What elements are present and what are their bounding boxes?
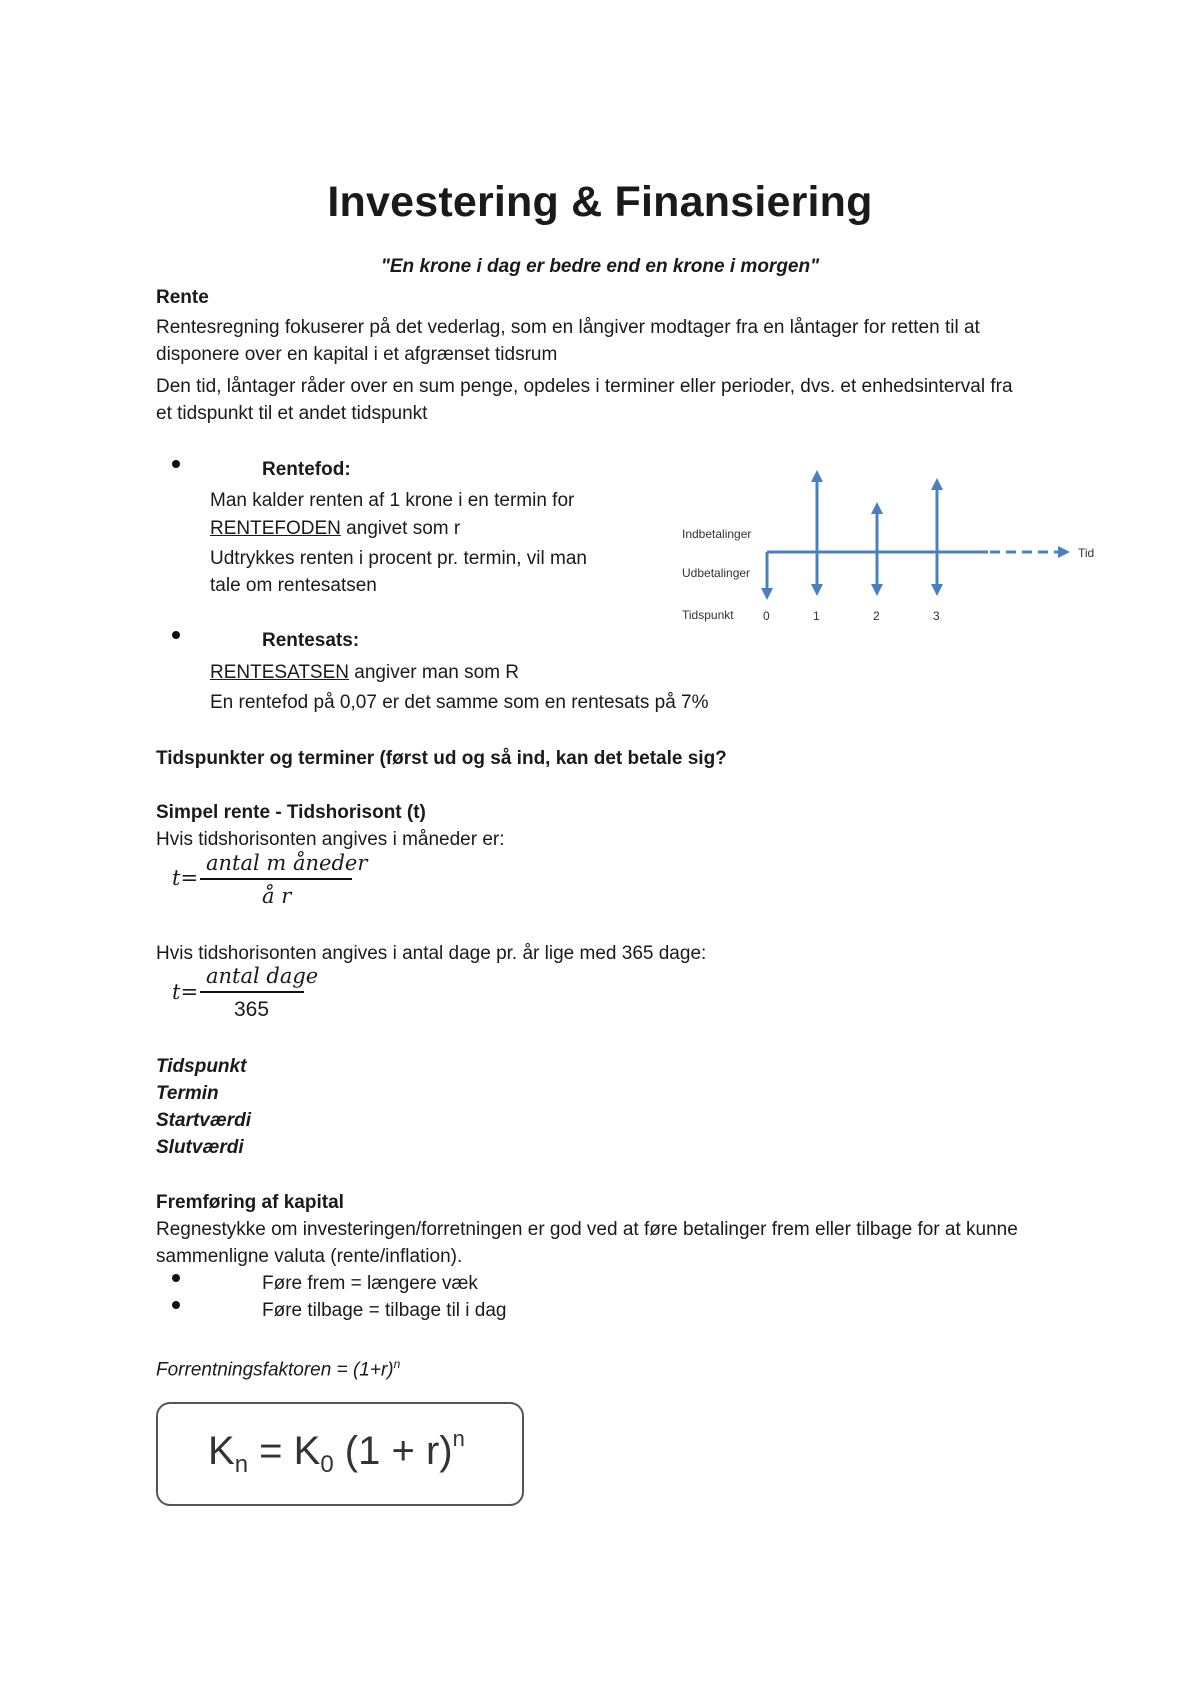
rentefod-line-4: tale om rentesatsen (210, 575, 377, 596)
arrowhead-up-1 (811, 470, 823, 482)
rentefod-heading: Rentefod: (262, 459, 351, 480)
simpel-rente-months-line: Hvis tidshorisonten angives i måneder er: (156, 829, 505, 850)
equation-2-denominator: 365 (234, 998, 270, 1021)
formula-sub-n: n (234, 1451, 249, 1478)
time-axis-arrowhead (1058, 546, 1070, 558)
rentefod-term: RENTEFODEN (210, 518, 341, 539)
tick-2: 2 (873, 609, 880, 623)
formula-sup-n: n (452, 1426, 465, 1451)
tidspunkter-heading: Tidspunkter og terminer (først ud og så ind, kan det betale sig? (156, 748, 727, 769)
rente-paragraph-1-line-2: disponere over en kapital i et afgrænset tidsrum (156, 344, 558, 365)
forrentningsfaktor (156, 1351, 400, 1383)
arrowhead-up-3 (931, 478, 943, 490)
rente-heading: Rente (156, 287, 209, 308)
label-udbetalinger: Udbetalinger (682, 566, 751, 580)
equation-1-lhs: t= (172, 866, 199, 890)
fremforing-bullet-1: Føre frem = længere væk (262, 1273, 478, 1294)
simpel-rente-heading: Simpel rente - Tidshorisont (t) (156, 802, 426, 823)
term-startvaerdi: Startværdi (156, 1110, 252, 1131)
bullet-dot (172, 1301, 180, 1309)
formula-equals-k: = K (248, 1429, 321, 1473)
equation-2-lhs: t= (172, 980, 199, 1004)
tick-0: 0 (763, 609, 770, 623)
cashflow-diagram (670, 460, 1100, 635)
fremforing-heading: Fremføring af kapital (156, 1192, 344, 1213)
rente-paragraph-1-line-1: Rentesregning fokuserer på det vederlag, som en långiver modtager fra en låntager for retten til at (156, 317, 980, 338)
bullet-dot (172, 460, 180, 468)
tick-1: 1 (813, 609, 820, 623)
fremforing-bullet-2: Føre tilbage = tilbage til i dag (262, 1300, 507, 1321)
formula-sub-0: 0 (320, 1451, 334, 1478)
arrowhead-up-2 (871, 502, 883, 514)
formula-paren: (1 + r) (333, 1429, 453, 1473)
formula-box (156, 1402, 524, 1506)
bullet-dot (172, 631, 180, 639)
page-title: Investering & Finansiering (327, 178, 873, 226)
equation-1-denominator: å r (262, 884, 292, 908)
rentefod-line-2-rest: angivet som r (340, 518, 461, 539)
term-tidspunkt: Tidspunkt (156, 1056, 247, 1077)
arrowhead-down-2 (871, 584, 883, 596)
label-indbetalinger: Indbetalinger (682, 527, 752, 541)
equation-2-numerator: antal dage (206, 964, 319, 988)
equation-2-fraction-bar (200, 991, 304, 993)
rentesats-line-1 (210, 659, 519, 686)
forrentningsfaktor-text: Forrentningsfaktoren = (1+r) (156, 1359, 394, 1381)
rentefod-line-3: Udtrykkes renten i procent pr. termin, vil man (210, 548, 587, 569)
compound-interest-formula (208, 1426, 465, 1479)
axis-label-tid: Tid (1078, 546, 1095, 560)
rente-paragraph-2-line-2: et tidspunkt til et andet tidspunkt (156, 403, 428, 424)
outflow-arrowhead-0 (761, 588, 773, 600)
forrentningsfaktor-exponent: n (393, 1357, 401, 1371)
term-termin: Termin (156, 1083, 219, 1104)
rentesats-term: RENTESATSEN (210, 662, 350, 683)
label-tidspunkt: Tidspunkt (682, 608, 734, 622)
rentesats-heading: Rentesats: (262, 630, 360, 651)
fremforing-line-1: Regnestykke om investeringen/forretningen er god ved at føre betalinger frem eller tilbage for at kunne (156, 1219, 1018, 1240)
equation-1-numerator: antal m åneder (206, 851, 368, 875)
bullet-dot (172, 1274, 180, 1282)
tick-3: 3 (933, 609, 940, 623)
formula-k: K (208, 1429, 235, 1473)
simpel-rente-days-line: Hvis tidshorisonten angives i antal dage pr. år lige med 365 dage: (156, 943, 707, 964)
rentesats-line-1-rest: angiver man som R (349, 662, 520, 683)
fremforing-line-2: sammenligne valuta (rente/inflation). (156, 1246, 463, 1267)
arrowhead-down-1 (811, 584, 823, 596)
quote: "En krone i dag er bedre end en krone i morgen" (380, 256, 820, 277)
rente-paragraph-2-line-1: Den tid, låntager råder over en sum penge, opdeles i terminer eller perioder, dvs. et enhedsinterval fra (156, 376, 1013, 397)
arrowhead-down-3 (931, 584, 943, 596)
equation-1-fraction-bar (200, 878, 352, 880)
rentesats-line-2: En rentefod på 0,07 er det samme som en rentesats på 7% (210, 692, 709, 713)
rentefod-line-1: Man kalder renten af 1 krone i en termin for (210, 490, 575, 511)
term-slutvaerdi: Slutværdi (156, 1137, 244, 1158)
rentefod-line-2 (210, 515, 460, 542)
